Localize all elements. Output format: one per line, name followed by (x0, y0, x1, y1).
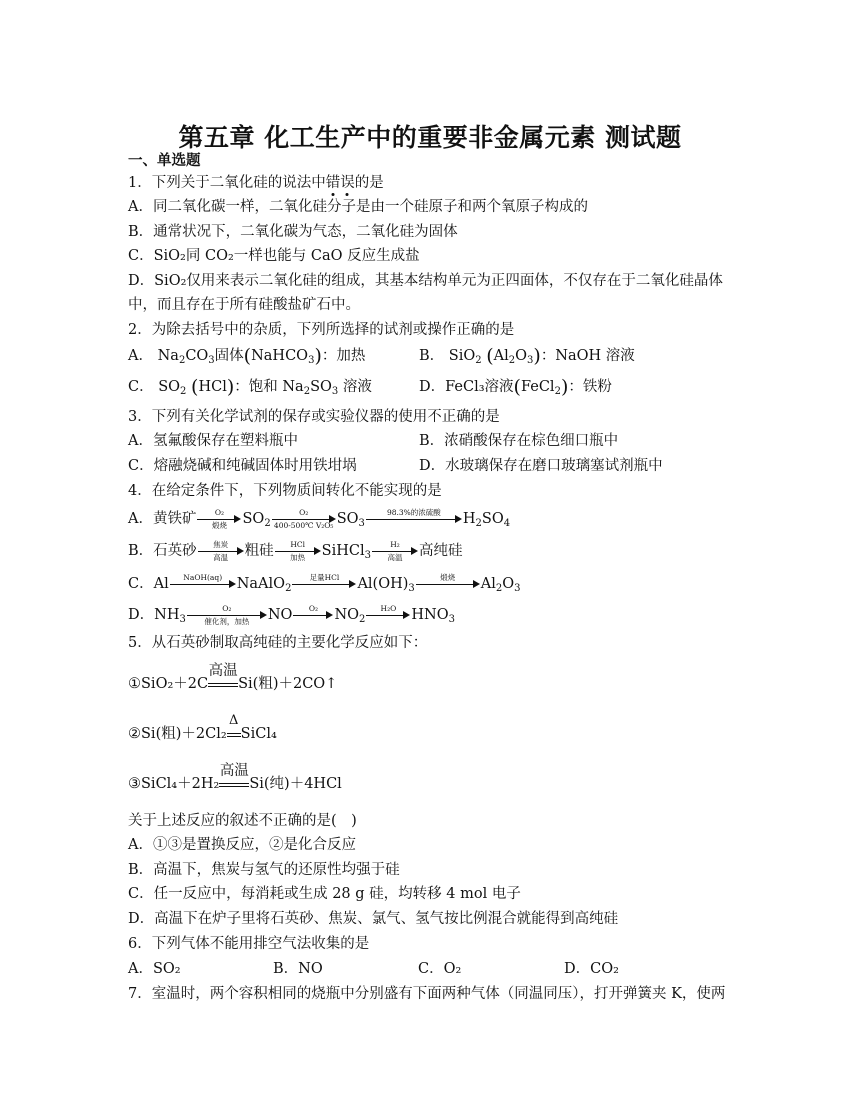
question-2-option-a: A． $Na_2CO_3$固体(NaHCO$_3$)：加热 (128, 345, 366, 367)
question-6-stem: 6．下列气体不能用排空气法收集的是 (128, 936, 370, 952)
reaction-arrow: 煅烧 (416, 574, 480, 594)
question-4-option-a: A．黄铁矿 O₂ 煅烧 $SO_2$ $\frac{\text{O₂}}{\text{400-500℃ V₂O₅}}$ $SO_3$ 98.3%的浓硫酸 $H_2SO_4$ (128, 508, 511, 530)
question-3-option-c: C．熔融烧碱和纯碱固体时用铁坩埚 (128, 458, 357, 474)
question-1-option-c: C．SiO₂同 CO₂一样也能与 CaO 反应生成盐 (128, 248, 420, 264)
question-6-option-a: A．SO₂ (128, 961, 181, 977)
reaction-arrow: H₂ 高温 (372, 541, 418, 561)
question-1-option-d-cont: 中，而且存在于所有硅酸盐矿石中。 (128, 297, 360, 313)
question-5-option-a: A．①③是置换反应，②是化合反应 (128, 837, 356, 853)
question-2-stem: 2．为除去括号中的杂质，下列所选择的试剂或操作正确的是 (128, 322, 515, 338)
question-6-option-d: D．CO₂ (564, 961, 619, 977)
question-3-stem: 3．下列有关化学试剂的保存或实验仪器的使用不正确的是 (128, 409, 500, 425)
question-2-option-b: B． SiO$_2$ $(Al_2O_3)$：NaOH 溶液 (419, 345, 635, 367)
reaction-arrow: O₂ 煅烧 (197, 509, 241, 529)
question-1-option-a: A．同二氧化碳一样，二氧化硅分子是由一个硅原子和两个氧原子构成的 (128, 199, 588, 215)
question-3-row-2 (128, 456, 663, 476)
reaction-arrow: O₂ (293, 605, 333, 625)
question-1-option-d: D．SiO₂仅用来表示二氧化硅的组成，其基本结构单元为正四面体，不仅存在于二氧化硅晶体 (128, 273, 723, 289)
question-5-option-c: C．任一反应中，每消耗或生成 28 g 硅，均转移 4 mol 电子 (128, 886, 521, 902)
page-title: 第五章 化工生产中的重要非金属元素 测试题 (178, 123, 682, 152)
question-5-option-b: B．高温下，焦炭与氢气的还原性均强于硅 (128, 862, 400, 878)
reaction-condition: 高温 (219, 772, 249, 794)
question-3-option-d: D．水玻璃保存在磨口玻璃塞试剂瓶中 (419, 458, 663, 474)
reaction-arrow: 焦炭 高温 (198, 541, 244, 561)
section-heading: 一、单选题 (128, 152, 201, 169)
reaction-3: ③SiCl₄＋2H₂ 高温 Si(纯)＋4HCl (128, 763, 342, 792)
emphasis-dot: 误 (340, 175, 355, 191)
reaction-arrow: $\frac{\text{O₂}}{\text{400-500℃ V₂O₅}}$ (272, 509, 336, 529)
question-4-stem: 4．在给定条件下，下列物质间转化不能实现的是 (128, 483, 442, 499)
question-2-option-d: D．FeCl₃溶液(FeCl$_2$)：铁粉 (419, 376, 612, 398)
question-1-option-b: B．通常状况下，二氧化碳为气态，二氧化硅为固体 (128, 224, 458, 240)
reaction-condition: 高温 (208, 672, 238, 694)
question-3-row-1 (128, 431, 619, 451)
reaction-arrow: H₂O (366, 605, 410, 625)
question-5-option-d: D．高温下在炉子里将石英砂、焦炭、氯气、氢气按比例混合就能得到高纯硅 (128, 911, 619, 927)
question-4-option-b: B．石英砂 焦炭 高温 粗硅 HCl 加热 SiHCl$_3$ H₂ 高温 高纯硅 (128, 540, 463, 562)
question-3-option-b: B．浓硝酸保存在棕色细口瓶中 (419, 433, 619, 449)
question-4-option-c: C．Al NaOH(aq) NaAlO$_2$ 足量HCl $Al(OH)_3$ 煅烧 $Al_2O_3$ (128, 573, 521, 594)
reaction-arrow: 98.3%的浓硫酸 (366, 509, 462, 529)
question-6-options (128, 959, 619, 979)
reaction-arrow: NaOH(aq) (170, 574, 236, 594)
question-2-row-2 (128, 376, 612, 402)
reaction-arrow: O₂ 催化剂，加热 (187, 605, 267, 625)
emphasis-dot: 错 (325, 175, 341, 191)
question-3-option-a: A．氢氟酸保存在塑料瓶中 (128, 433, 298, 449)
question-5-stem: 5．从石英砂制取高纯硅的主要化学反应如下： (128, 635, 428, 651)
question-1-stem: 1．下列关于二氧化硅的说法中错误的是 (128, 175, 384, 191)
question-2-option-c: C． $SO_2$ (HCl)：饱和 $Na_2SO_3$ 溶液 (128, 376, 372, 398)
question-5-question: 关于上述反应的叙述不正确的是( ) (128, 813, 357, 829)
reaction-condition: Δ (227, 722, 241, 744)
reaction-arrow: HCl 加热 (275, 541, 321, 561)
question-6-option-c: C．O₂ (418, 961, 462, 977)
question-7-stem: 7．室温时，两个容积相同的烧瓶中分别盛有下面两种气体（同温同压），打开弹簧夹 K，使两 (128, 986, 726, 1002)
question-6-option-b: B．NO (273, 961, 323, 977)
reaction-1: ①SiO₂＋2C 高温 Si(粗)＋2CO↑ (128, 663, 338, 692)
question-4-option-d: D．$NH_3$ O₂ 催化剂，加热 NO O₂ $NO_2$ H₂O $HNO_3$ (128, 604, 455, 626)
question-2-row-1 (128, 345, 635, 371)
reaction-arrow: 足量HCl (292, 574, 356, 594)
reaction-2: ②Si(粗)＋2Cl₂ Δ SiCl₄ (128, 713, 277, 742)
